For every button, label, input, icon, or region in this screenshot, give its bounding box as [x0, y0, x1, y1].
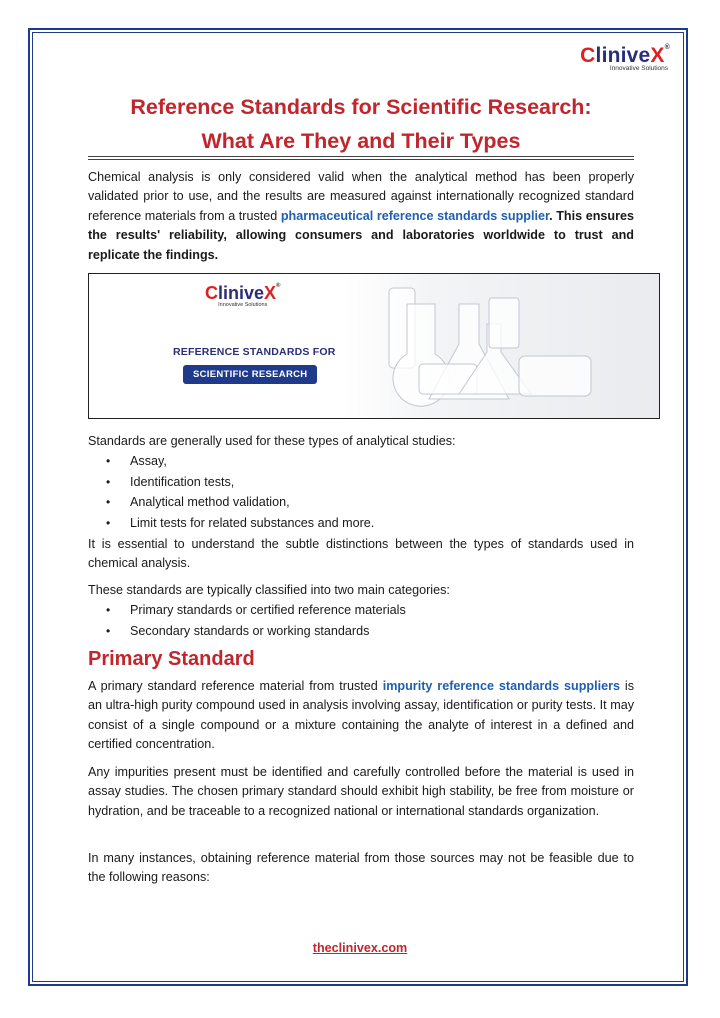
banner-logo-registered-mark: ® [276, 283, 281, 289]
intro-text-end: . This ensures the results' reliability, allowing consumers and laboratories worldwide to trust and replicate the findings. [88, 208, 635, 262]
logo-letter-x: X [650, 44, 665, 67]
impurity-suppliers-link[interactable]: impurity reference standards suppliers [382, 679, 620, 693]
banner-logo-letter-x: X [264, 283, 277, 303]
logo-letters: linive [595, 44, 651, 67]
page-title [88, 90, 634, 158]
title-line-1: Reference Standards for Scientific Research: [130, 95, 592, 119]
title-line-2: What Are They and Their Types [201, 129, 521, 153]
petri-beaker-icon [519, 356, 591, 396]
banner-heading: REFERENCE STANDARDS FOR [173, 346, 336, 358]
lab-glassware-illustration [89, 274, 660, 419]
intro-text-start: Chemical analysis is only considered valid when the analytical method has been properly validated prior to use, and the results are measured against internationally recognized standard reference materials from a trusted [88, 170, 634, 223]
banner-pill: SCIENTIFIC RESEARCH [183, 365, 317, 384]
list-item: • Identification tests, [106, 472, 374, 493]
primary-standard-heading: Primary Standard [88, 648, 255, 670]
list-item: • Limit tests for related substances and more. [106, 513, 374, 534]
hero-banner-image [88, 273, 660, 419]
logo-letter-c: C [580, 44, 596, 67]
graduated-beaker-icon [489, 298, 519, 348]
primary-p1-end: is an ultra-high purity compound used in analysis involving assay, identification or purity tests. It may consist of a single compound or a mixture containing the analyte of interest in a defined and certified concentration. [88, 679, 634, 752]
intro-paragraph [88, 168, 634, 265]
categories-lead: These standards are typically classified into two main categories: [88, 583, 450, 597]
title-divider-top [88, 156, 634, 157]
list-item: • Analytical method validation, [106, 492, 374, 513]
footer-website-link[interactable]: theclinivex.com [312, 941, 408, 955]
primary-paragraph-2: Any impurities present must be identified and carefully controlled before the material is used in assay studies. The chosen primary standard should exhibit high stability, be free from moisture or hydration, and be traceable to a recognized national or international standards organization. [88, 765, 634, 818]
banner-logo-letter-c: C [205, 283, 218, 303]
logo-tagline: Innovative Solutions [609, 65, 668, 72]
pharmaceutical-supplier-link[interactable]: pharmaceutical reference standards supplier [280, 208, 550, 223]
categories-list [106, 600, 406, 641]
studies-lead: Standards are generally used for these types of analytical studies: [88, 434, 456, 448]
banner-logo-tagline: Innovative Solutions [218, 302, 268, 308]
brand-logo [580, 44, 670, 72]
primary-paragraph-1 [88, 677, 634, 755]
list-item: • Primary standards or certified reference materials [106, 600, 406, 621]
title-divider-bottom [88, 159, 634, 160]
primary-paragraph-3: In many instances, obtaining reference material from those sources may not be feasible due to the following reasons: [88, 851, 634, 885]
banner-logo-letters: linive [218, 283, 265, 303]
studies-list [106, 451, 374, 533]
list-item: • Secondary standards or working standards [106, 621, 406, 642]
primary-p1-start: A primary standard reference material from trusted [88, 679, 383, 693]
logo-registered-mark: ® [664, 44, 670, 51]
list-item: • Assay, [106, 451, 374, 472]
essential-paragraph: It is essential to understand the subtle distinctions between the types of standards used in chemical analysis. [88, 537, 634, 571]
